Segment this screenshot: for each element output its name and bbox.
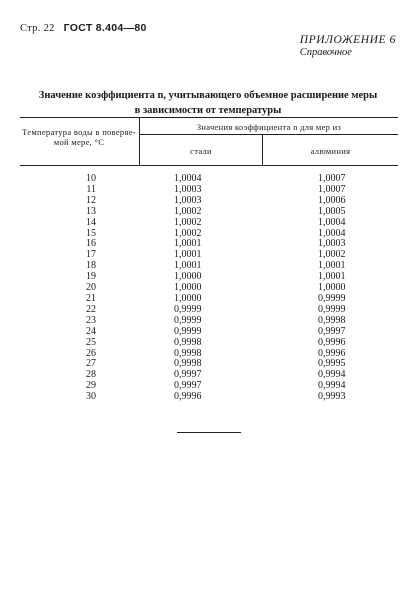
steel-coefficient-cell: 0,9996 <box>174 391 202 403</box>
end-of-table-rule <box>177 432 241 433</box>
steel-coefficient-cell: 0,9999 <box>174 325 202 337</box>
table-title-line-2: в зависимости от температуры <box>134 105 282 116</box>
group-header-rule <box>139 134 398 135</box>
temperature-cell: 11 <box>86 183 96 195</box>
temperature-cell: 18 <box>86 260 96 272</box>
aluminium-coefficient-cell: 1,0000 <box>318 282 346 294</box>
aluminium-coefficient-cell: 0,9998 <box>318 314 346 326</box>
aluminium-coefficient-cell: 0,9999 <box>318 292 346 304</box>
aluminium-coefficient-column <box>318 174 364 403</box>
appendix-label <box>300 34 396 58</box>
temperature-cell: 23 <box>86 314 96 326</box>
aluminium-coefficient-cell: 1,0006 <box>318 194 346 206</box>
aluminium-coefficient-cell: 0,9993 <box>318 391 346 403</box>
appendix-title: ПРИЛОЖЕНИЕ 6 <box>299 34 396 46</box>
aluminium-coefficient-cell: 1,0004 <box>318 227 346 239</box>
header-bottom-rule <box>20 165 398 166</box>
appendix-subtitle: Справочное <box>299 47 352 58</box>
steel-coefficient-cell: 1,0002 <box>174 216 202 228</box>
temperature-cell: 17 <box>86 249 96 261</box>
steel-coefficient-cell: 1,0004 <box>174 173 202 184</box>
temperature-cell: 12 <box>86 194 96 206</box>
temperature-cell: 22 <box>86 303 96 315</box>
standard-code: ГОСТ 8.404—80 <box>63 22 147 34</box>
steel-coefficient-cell: 1,0000 <box>174 292 202 304</box>
steel-coefficient-cell: 1,0002 <box>174 227 202 239</box>
temperature-column-header: Температура воды в поверяе- мой мере, °С <box>22 127 136 147</box>
temperature-cell: 29 <box>86 380 96 392</box>
steel-coefficient-cell: 0,9998 <box>174 336 202 348</box>
aluminium-column-header: алюминия <box>310 146 351 156</box>
temperature-cell: 25 <box>86 336 96 348</box>
steel-coefficient-cell: 1,0002 <box>174 205 202 217</box>
steel-coefficient-cell: 1,0000 <box>174 282 202 294</box>
temperature-cell: 16 <box>86 238 96 250</box>
steel-coefficient-cell: 1,0003 <box>174 194 202 206</box>
steel-coefficient-cell: 1,0001 <box>174 238 202 250</box>
page-number: Стр. 22 <box>20 23 55 34</box>
aluminium-coefficient-cell: 1,0001 <box>318 271 346 283</box>
temperature-cell: 24 <box>86 325 96 337</box>
steel-coefficient-cell: 0,9998 <box>174 358 202 370</box>
steel-coefficient-column <box>174 174 220 403</box>
temperature-cell: 14 <box>86 216 96 228</box>
aluminium-coefficient-cell: 0,9994 <box>318 369 346 381</box>
steel-coefficient-cell: 0,9999 <box>174 314 202 326</box>
temperature-column <box>74 174 96 403</box>
aluminium-coefficient-cell: 1,0007 <box>318 183 346 195</box>
temperature-cell: 26 <box>86 347 96 359</box>
temperature-cell: 28 <box>86 369 96 381</box>
page-header <box>20 22 147 34</box>
temperature-cell: 21 <box>86 292 96 304</box>
steel-coefficient-cell: 1,0001 <box>174 249 202 261</box>
steel-coefficient-cell: 0,9997 <box>174 380 202 392</box>
steel-coefficient-cell: 1,0001 <box>174 260 202 272</box>
steel-coefficient-cell: 0,9999 <box>174 303 202 315</box>
steel-coefficient-cell: 1,0000 <box>174 271 202 283</box>
aluminium-coefficient-cell: 0,9994 <box>318 380 346 392</box>
aluminium-coefficient-cell: 1,0001 <box>318 260 346 272</box>
temperature-cell: 10 <box>86 173 96 184</box>
steel-column-header: стали <box>190 146 212 156</box>
aluminium-coefficient-cell: 0,9996 <box>318 336 346 348</box>
aluminium-coefficient-cell: 1,0002 <box>318 249 346 261</box>
aluminium-coefficient-cell: 0,9996 <box>318 347 346 359</box>
table-top-rule <box>20 117 398 118</box>
temperature-cell: 13 <box>86 205 96 217</box>
coefficient-group-header: Значения коэффициента n для мер из <box>196 122 342 132</box>
table-title-line-1: Значение коэффициента n, учитывающего объемное расширение меры <box>38 90 378 101</box>
aluminium-coefficient-cell: 0,9999 <box>318 303 346 315</box>
temperature-cell: 20 <box>86 282 96 294</box>
temperature-cell: 15 <box>86 227 96 239</box>
aluminium-coefficient-cell: 1,0004 <box>318 216 346 228</box>
aluminium-coefficient-cell: 1,0005 <box>318 205 346 217</box>
table-title <box>20 88 396 118</box>
temperature-cell: 27 <box>86 358 96 370</box>
aluminium-coefficient-cell: 0,9997 <box>318 325 346 337</box>
aluminium-coefficient-cell: 1,0007 <box>318 173 346 184</box>
steel-coefficient-cell: 1,0003 <box>174 183 202 195</box>
temperature-cell: 19 <box>86 271 96 283</box>
temperature-cell: 30 <box>86 391 96 403</box>
steel-coefficient-cell: 0,9998 <box>174 347 202 359</box>
steel-coefficient-cell: 0,9997 <box>174 369 202 381</box>
aluminium-coefficient-cell: 0,9995 <box>318 358 346 370</box>
aluminium-coefficient-cell: 1,0003 <box>318 238 346 250</box>
